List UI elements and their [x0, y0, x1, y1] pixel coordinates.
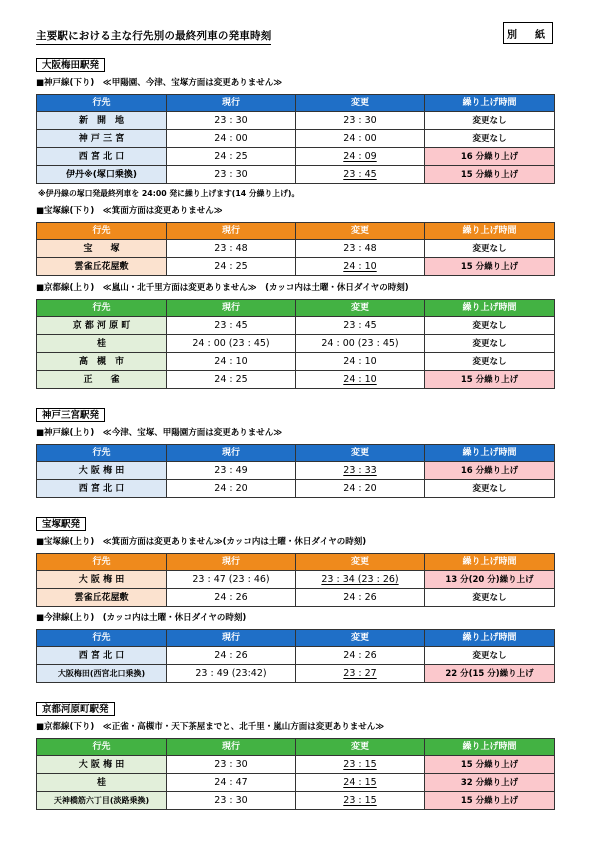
table-row: [37, 756, 555, 774]
shift-cell: 変更なし: [425, 647, 555, 665]
line-heading: ■京都線(上り) ≪嵐山・北千里方面は変更ありません≫ (カッコ内は土曜・休日ダイヤの時刻): [36, 283, 409, 293]
changed-time-value: 23 : 15: [343, 794, 377, 806]
header-changed: 変更: [296, 630, 425, 647]
header-shift: 繰り上げ時間: [425, 223, 555, 240]
current-time: 24 : 26: [167, 589, 296, 607]
current-time: 24 : 20: [167, 480, 296, 498]
station-heading: 大阪梅田駅発: [36, 58, 105, 72]
current-time: 24 : 26: [167, 647, 296, 665]
footnote: ※伊丹線の塚口発最終列車を 24:00 発に繰り上げます(14 分繰り上げ)。: [38, 189, 300, 198]
dest-cell: 新 開 地: [37, 112, 167, 130]
shift-cell: 変更なし: [425, 317, 555, 335]
line-heading: ■宝塚線(上り) ≪箕面方面は変更ありません≫(カッコ内は土曜・休日ダイヤの時刻): [36, 537, 367, 547]
header-current: 現行: [167, 300, 296, 317]
current-time: 24 : 10: [167, 353, 296, 371]
shift-cell: 16 分繰り上げ: [425, 462, 555, 480]
header-current: 現行: [167, 630, 296, 647]
changed-time: 24 : 10: [296, 353, 425, 371]
timetable: [36, 444, 555, 498]
changed-time: [296, 774, 425, 792]
changed-time: 24 : 00: [296, 130, 425, 148]
table-row: [37, 589, 555, 607]
header-shift: 繰り上げ時間: [425, 300, 555, 317]
header-shift: 繰り上げ時間: [425, 95, 555, 112]
current-time: 23 : 30: [167, 166, 296, 184]
line-heading: ■宝塚線(下り) ≪箕面方面は変更ありません≫: [36, 206, 223, 216]
changed-time: [296, 756, 425, 774]
dest-cell: 桂: [37, 335, 167, 353]
shift-cell: 15 分繰り上げ: [425, 166, 555, 184]
changed-time-value: 24 : 09: [343, 150, 377, 162]
header-shift: 繰り上げ時間: [425, 554, 555, 571]
header-current: 現行: [167, 554, 296, 571]
shift-cell: 32 分繰り上げ: [425, 774, 555, 792]
changed-time: [296, 258, 425, 276]
changed-time-value: 24 : 15: [343, 776, 377, 788]
dest-cell: 神 戸 三 宮: [37, 130, 167, 148]
header-dest: 行先: [37, 300, 167, 317]
dest-cell: 天神橋筋六丁目(淡路乗換): [37, 792, 167, 810]
changed-time-value: 23 : 27: [343, 667, 377, 679]
table-row: [37, 112, 555, 130]
line-heading: ■京都線(下り) ≪正雀・高槻市・天下茶屋までと、北千里・嵐山方面は変更ありません≫: [36, 722, 385, 732]
dest-cell: 西 宮 北 口: [37, 647, 167, 665]
header-dest: 行先: [37, 630, 167, 647]
timetable: [36, 629, 555, 683]
timetable: [36, 299, 555, 389]
changed-time: 23 : 30: [296, 112, 425, 130]
line-heading: ■神戸線(上り) ≪今津、宝塚、甲陽園方面は変更ありません≫: [36, 428, 283, 438]
table-row: [37, 774, 555, 792]
shift-cell: 変更なし: [425, 130, 555, 148]
table-row: [37, 462, 555, 480]
shift-cell: 変更なし: [425, 112, 555, 130]
current-time: 23 : 49 (23:42): [167, 665, 296, 683]
current-time: 24 : 25: [167, 371, 296, 389]
changed-time: [296, 148, 425, 166]
table-row: [37, 353, 555, 371]
shift-cell: 変更なし: [425, 335, 555, 353]
changed-time: 23 : 45: [296, 317, 425, 335]
dest-cell: 宝 塚: [37, 240, 167, 258]
table-row: [37, 130, 555, 148]
dest-cell: 伊丹※(塚口乗換): [37, 166, 167, 184]
table-row: [37, 792, 555, 810]
shift-cell: 15 分繰り上げ: [425, 756, 555, 774]
document-title: 主要駅における主な行先別の最終列車の発車時刻: [36, 28, 271, 45]
line-heading: ■神戸線(下り) ≪甲陽園、今津、宝塚方面は変更ありません≫: [36, 78, 283, 88]
timetable: [36, 94, 555, 184]
changed-time-value: 24 : 10: [343, 260, 377, 272]
shift-cell: 15 分繰り上げ: [425, 258, 555, 276]
table-row: [37, 317, 555, 335]
current-time: 24 : 25: [167, 148, 296, 166]
header-changed: 変更: [296, 300, 425, 317]
changed-time: [296, 462, 425, 480]
shift-cell: 13 分(20 分)繰り上げ: [425, 571, 555, 589]
header-current: 現行: [167, 445, 296, 462]
station-heading: 神戸三宮駅発: [36, 408, 105, 422]
changed-time: 24 : 26: [296, 589, 425, 607]
table-row: [37, 148, 555, 166]
current-time: 24 : 25: [167, 258, 296, 276]
station-heading: 宝塚駅発: [36, 517, 86, 531]
header-shift: 繰り上げ時間: [425, 630, 555, 647]
changed-time: 24 : 26: [296, 647, 425, 665]
header-changed: 変更: [296, 223, 425, 240]
dest-cell: 京 都 河 原 町: [37, 317, 167, 335]
shift-cell: 22 分(15 分)繰り上げ: [425, 665, 555, 683]
header-changed: 変更: [296, 95, 425, 112]
header-dest: 行先: [37, 739, 167, 756]
timetable: [36, 222, 555, 276]
timetable: [36, 738, 555, 810]
table-row: [37, 258, 555, 276]
current-time: 23 : 49: [167, 462, 296, 480]
changed-time-value: 23 : 45: [343, 168, 377, 180]
shift-cell: 変更なし: [425, 589, 555, 607]
changed-time: 24 : 00 (23 : 45): [296, 335, 425, 353]
header-dest: 行先: [37, 223, 167, 240]
shift-cell: 変更なし: [425, 353, 555, 371]
header-dest: 行先: [37, 554, 167, 571]
current-time: 23 : 48: [167, 240, 296, 258]
dest-cell: 西 宮 北 口: [37, 480, 167, 498]
dest-cell: 大 阪 梅 田: [37, 756, 167, 774]
table-row: [37, 480, 555, 498]
shift-cell: 15 分繰り上げ: [425, 371, 555, 389]
line-heading: ■今津線(上り) (カッコ内は土曜・休日ダイヤの時刻): [36, 613, 247, 623]
shift-cell: 変更なし: [425, 240, 555, 258]
timetable: [36, 553, 555, 607]
changed-time: [296, 571, 425, 589]
changed-time: [296, 371, 425, 389]
current-time: 24 : 00 (23 : 45): [167, 335, 296, 353]
table-row: [37, 647, 555, 665]
dest-cell: 高 槻 市: [37, 353, 167, 371]
table-row: [37, 571, 555, 589]
dest-cell: 雲雀丘花屋敷: [37, 258, 167, 276]
dest-cell: 西 宮 北 口: [37, 148, 167, 166]
dest-cell: 大 阪 梅 田: [37, 462, 167, 480]
table-row: [37, 335, 555, 353]
changed-time-value: 23 : 34 (23 : 26): [321, 573, 399, 585]
header-current: 現行: [167, 223, 296, 240]
table-row: [37, 166, 555, 184]
header-shift: 繰り上げ時間: [425, 739, 555, 756]
shift-cell: 16 分繰り上げ: [425, 148, 555, 166]
current-time: 23 : 30: [167, 792, 296, 810]
dest-cell: 桂: [37, 774, 167, 792]
current-time: 24 : 00: [167, 130, 296, 148]
table-row: [37, 240, 555, 258]
current-time: 24 : 47: [167, 774, 296, 792]
changed-time: 23 : 48: [296, 240, 425, 258]
changed-time-value: 23 : 15: [343, 758, 377, 770]
header-current: 現行: [167, 739, 296, 756]
station-heading: 京都河原町駅発: [36, 702, 115, 716]
attachment-badge: 別 紙: [503, 22, 553, 44]
table-row: [37, 371, 555, 389]
table-row: [37, 665, 555, 683]
header-changed: 変更: [296, 445, 425, 462]
dest-cell: 大 阪 梅 田: [37, 571, 167, 589]
header-changed: 変更: [296, 739, 425, 756]
current-time: 23 : 47 (23 : 46): [167, 571, 296, 589]
dest-cell: 正 雀: [37, 371, 167, 389]
changed-time: [296, 665, 425, 683]
changed-time-value: 23 : 33: [343, 464, 377, 476]
header-shift: 繰り上げ時間: [425, 445, 555, 462]
dest-cell: 雲雀丘花屋敷: [37, 589, 167, 607]
current-time: 23 : 45: [167, 317, 296, 335]
header-dest: 行先: [37, 445, 167, 462]
dest-cell: 大阪梅田(西宮北口乗換): [37, 665, 167, 683]
changed-time: 24 : 20: [296, 480, 425, 498]
current-time: 23 : 30: [167, 756, 296, 774]
header-dest: 行先: [37, 95, 167, 112]
shift-cell: 15 分繰り上げ: [425, 792, 555, 810]
shift-cell: 変更なし: [425, 480, 555, 498]
header-current: 現行: [167, 95, 296, 112]
header-changed: 変更: [296, 554, 425, 571]
changed-time-value: 24 : 10: [343, 373, 377, 385]
changed-time: [296, 792, 425, 810]
current-time: 23 : 30: [167, 112, 296, 130]
changed-time: [296, 166, 425, 184]
